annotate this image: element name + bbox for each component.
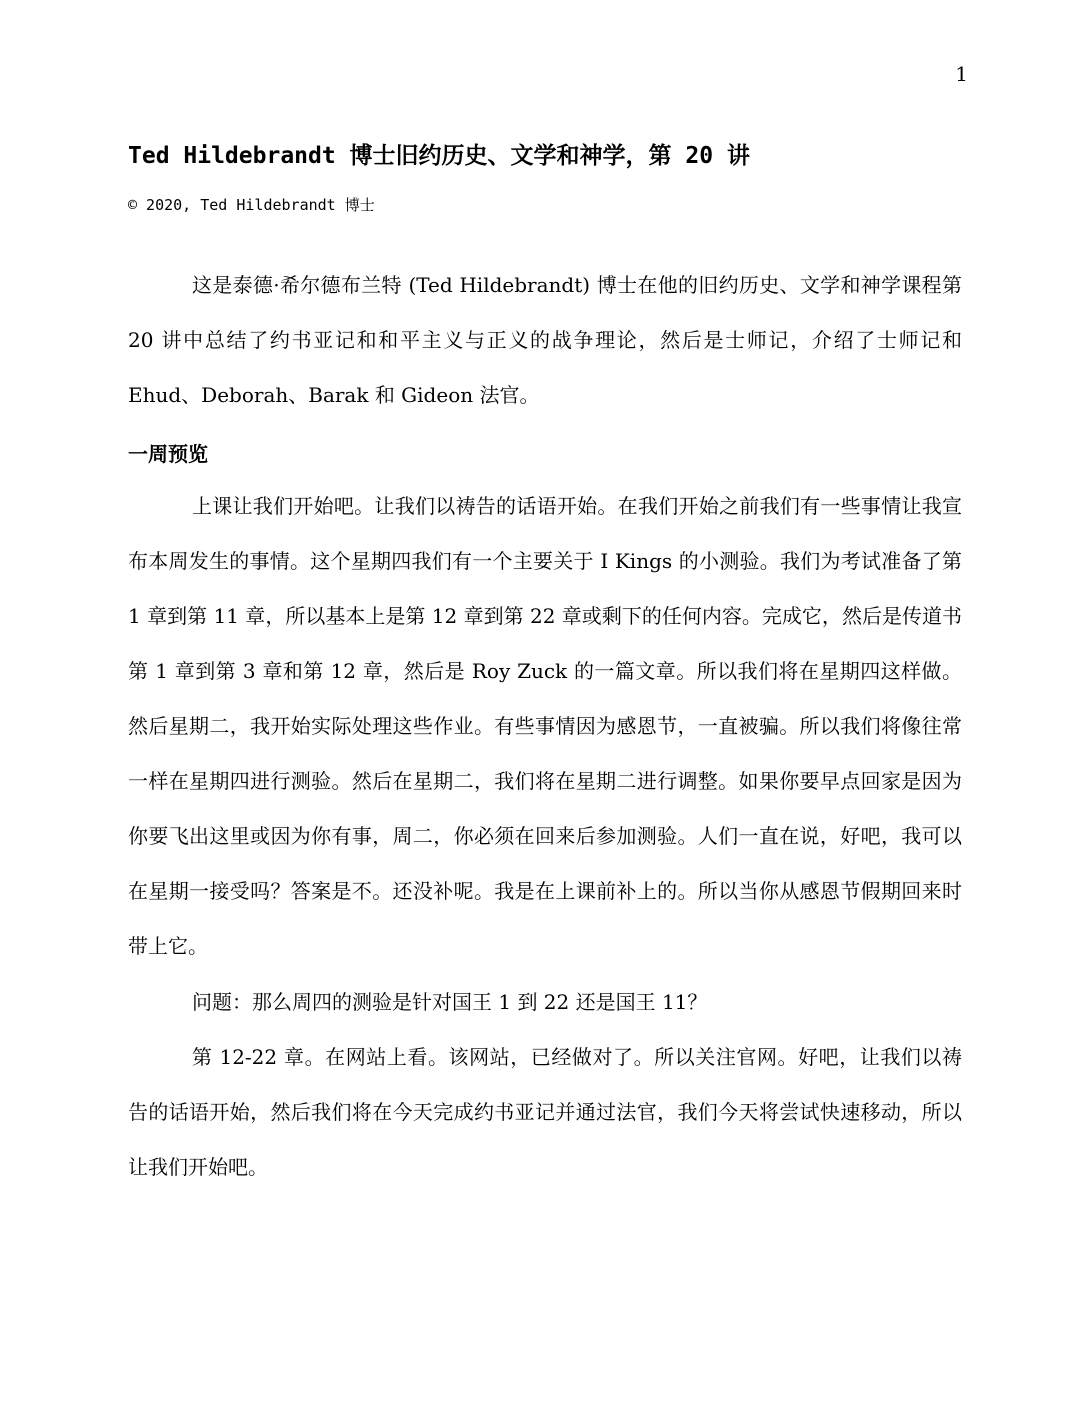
question-paragraph: 问题：那么周四的测验是针对国王 1 到 22 还是国王 11？ [192, 990, 708, 1014]
copyright-line: © 2020, Ted Hildebrandt 博士 [128, 196, 375, 214]
page-number: 1 [955, 62, 968, 86]
intro-paragraph: 这是泰德·希尔德布兰特 (Ted Hildebrandt) 博士在他的旧约历史、文学和神学课程第 20 讲中总结了约书亚记和和平主义与正义的战争理论，然后是士师记，介绍了士师记和Ehud、Deborah、Barak 和 Gideon 法官。 [128, 273, 962, 407]
document-title: Ted Hildebrandt 博士旧约历史、文学和神学，第 20 讲 [128, 143, 750, 169]
body-paragraph: 上课让我们开始吧。让我们以祷告的话语开始。在我们开始之前我们有一些事情让我宣布本周发生的事情。这个星期四我们有一个主要关于 I Kings 的小测验。我们为考试准备了第 1 章到第 11 章，所以基本上是第 12 章到第 22 章或剩下的任何内容。完成它，然后是传道书第 1 章到第 3 章和第 12 章，然后是 Roy Zuck 的一篇文章。所以我们将在星期四这样做。然后星期二，我开始实际处理这些作业。有些事情因为感恩节，一直被骗。所以我们将像往常一样在星期四进行测验。然后在星期二，我们将在星期二进行调整。如果你要早点回家是因为你要飞出这里或因为你有事，周二，你必须在回来后参加测验。人们一直在说，好吧，我可以在星期一接受吗？答案是不。还没补呢。我是在上课前补上的。所以当你从感恩节假期回来时带上它。 [128, 494, 962, 958]
body-paragraph: 第 12-22 章。在网站上看。该网站，已经做对了。所以关注官网。好吧，让我们以祷告的话语开始，然后我们将在今天完成约书亚记并通过法官，我们今天将尝试快速移动，所以让我们开始吧。 [128, 1045, 962, 1179]
section-heading: 一周预览 [128, 442, 208, 466]
